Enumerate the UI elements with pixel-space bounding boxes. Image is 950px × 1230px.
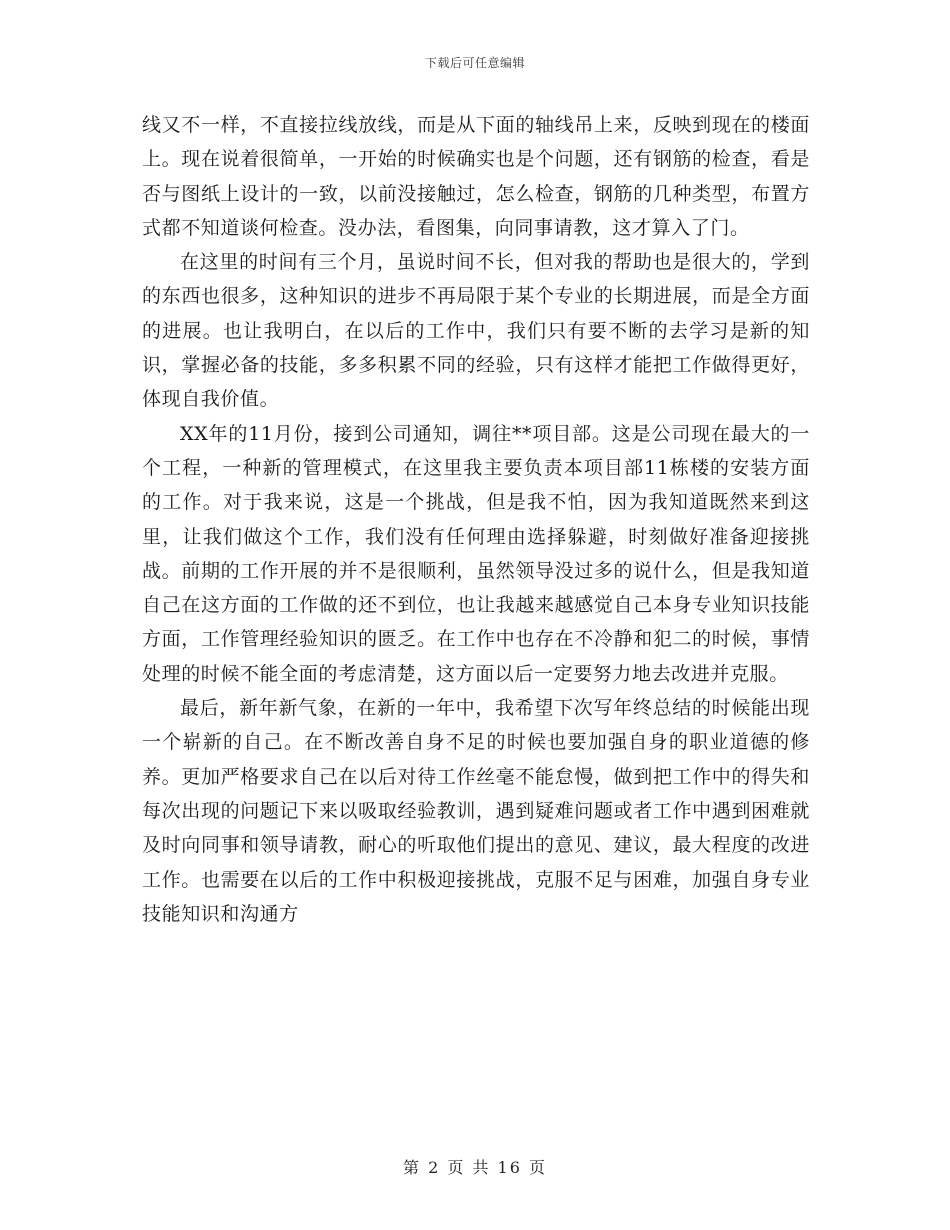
paragraph-3: XX年的11月份，接到公司通知，调往**项目部。这是公司现在最大的一个工程，一种新的管理模式，在这里我主要负责本项目部11栋楼的安装方面的工作。对于我来说，这是一个挑战，但是我不怕，因为我知道既然来到这里，让我们做这个工作，我们没有任何理由选择躲避，时刻做好准备迎接挑战。前期的工作开展的并不是很顺利，虽然领导没过多的说什么，但是我知道自己在这方面的工作做的还不到位，也让我越来越感觉自己本身专业知识技能方面，工作管理经验知识的匮乏。在工作中也存在不冷静和犯二的时候，事情处理的时候不能全面的考虑清楚，这方面以后一定要努力地去改进并克服。 [142, 422, 810, 685]
paragraph-4: 最后，新年新气象，在新的一年中，我希望下次写年终总结的时候能出现一个崭新的自己。在不断改善自身不足的时候也要加强自身的职业道德的修养。更加严格要求自己在以后对待工作丝毫不能怠慢，做到把工作中的得失和每次出现的问题记下来以吸取经验教训，遇到疑难问题或者工作中遇到困难就及时向同事和领导请教，耐心的听取他们提出的意见、建议，最大程度的改进工作。也需要在以后的工作中积极迎接挑战，克服不足与困难，加强自身专业技能知识和沟通方 [142, 697, 810, 925]
page-header: 下载后可任意编辑 [424, 56, 525, 70]
paragraph-1: 线又不一样，不直接拉线放线，而是从下面的轴线吊上来，反映到现在的楼面上。现在说着很简单，一开始的时候确实也是个问题，还有钢筋的检查，看是否与图纸上设计的一致，以前没接触过，怎么检查，钢筋的几种类型，布置方式都不知道谈何检查。没办法，看图集，向同事请教，这才算入了门。 [142, 114, 810, 239]
page-number: 第 2 页 共 16 页 [403, 1158, 547, 1177]
paragraph-2: 在这里的时间有三个月，虽说时间不长，但对我的帮助也是很大的，学到的东西也很多，这种知识的进步不再局限于某个专业的长期进展，而是全方面的进展。也让我明白，在以后的工作中，我们只有要不断的去学习是新的知识，掌握必备的技能，多多积累不同的经验，只有这样才能把工作做得更好，体现自我价值。 [142, 251, 810, 411]
document-body [142, 108, 810, 931]
